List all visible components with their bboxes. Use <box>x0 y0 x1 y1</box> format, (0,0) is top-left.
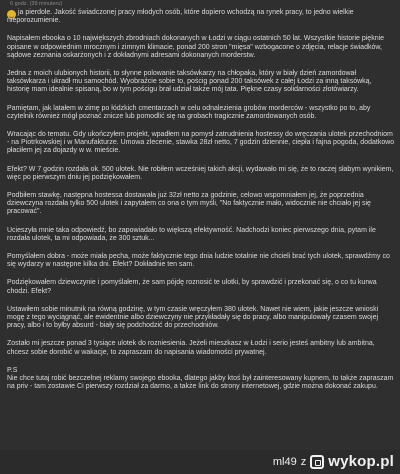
footer-bar <box>0 450 400 474</box>
paragraph-9: Pomyślałem dobra - może miała pecha, może faktycznie tego dnia ludzie totalnie nie chcieli brać tych ulotek, sprawdźmy co się wydarzy w następne kilka dni. Efekt? Dokładnie ten sam. <box>7 253 390 269</box>
paragraph-5: Wracając do tematu. Gdy ukończyłem projekt, wpadłem na pomysł zatrudnienia hostessy do wręczania ulotek przechodniom - na Piotrkowskiej i w Manufakturze. Umowa zlecenie, stawka 28zł netto, 7 godzin dziennie, ciepła i fajna pogoda, dodatkowo płaciłem jej za dojazdy w w. mieście. <box>7 131 395 155</box>
wykop-watermark <box>273 453 394 470</box>
paragraph-6: Efekt? W 7 godzin rozdała ok. 500 ulotek. Nie robiłem wcześniej takich akcji, wydawało mi się, że to raczej słabym wynikiem, więc po pierwszym dniu jej podziękowałem. <box>7 165 394 181</box>
watermark-separator: z <box>300 455 307 468</box>
paragraph-3: Jedna z moich ulubionych historii, to słynne polowanie taksówkarzy na chłopaka, który w biały dzień zamordował taksówkarza i ukradł mu samochód. Wyobraźcie sobie to, pościg ponad 200 taksówek z całej Łodzi za inną taksówką, historię mam idealnie spisaną, bo w tym pościgu brał udział także mój tata. Piękne czasy solidarności złotówiarzy. <box>7 70 372 94</box>
post-meta: 6 godz. (39 minuteru) <box>10 1 63 7</box>
post-body <box>7 9 395 402</box>
paragraph-7: Podbiłem stawkę, następna hostessa dostawała już 32zł netto za godzinie, celowo wspomniałem jej, że poprzednia dziewczyna rozdała tylko 500 ulotek i zapytałem co ona o tym myśli, "No faktycznie mało, widocznie nie chciało jej się pracować". <box>7 192 371 216</box>
paragraph-1: ja pierdole. Jakość świadczonej pracy młodych osób, które dopiero wchodzą na rynek pracy, to jedno wielkie nieporozumienie. <box>7 9 354 25</box>
wykop-logo-icon <box>310 455 324 469</box>
paragraph-12: Zostało mi jeszcze ponad 3 tysiące ulotek do rozniesienia. Jeżeli mieszkasz w Łodzi i serio jesteś ambitny lub ambitna, chcesz sobie dorobić w wakacje, to zapraszam do napisania wiadomości prywatnej. <box>7 340 375 356</box>
paragraph-10: Podziękowałem dziewczynie i pomyślałem, że sam pójdę roznosić te ulotki, by sprawdzić i przekonać się, o co tu kurwa chodzi. Efekt? <box>7 279 377 295</box>
paragraph-8: Ucieszyła mnie taka odpowiedź, bo zapowiadało to większą efektywność. Nadchodzi koniec pierwszego dnia, pytam ile rozdała ulotek, ta mi odpowiada, że 300 sztuk... <box>7 226 376 242</box>
paragraph-11: Ustawiłem sobie minutnik na równą godzinę, w tym czasie wręczyłem 380 ulotek. Nawet nie wiem, jakie jeszcze wnioski mogę z tego wyciągnąć, ale ewidentnie albo dziewczyny nie przykładały się do pracy, albo manipulowały czasem swojej pracy, albo i to byłby absurd - biały się podchodzić do przechodniów. <box>7 305 379 330</box>
watermark-username: ml49 <box>272 455 297 468</box>
paragraph-2: Napisałem ebooka o 10 największych zbrodniach dokonanych w Łodzi w ciągu ostatnich 50 lat. Wszystkie historie pięknie opisane w odpowiednim mrocznym i zimnym klimacie, ponad 200 stron "mięsa" wzbogacone o zdjęcia, relacje świadków, sądowe zeznania oskarżonych i z dokładnymi adresami dokonanych morderstw. <box>7 35 385 59</box>
paragraph-13: P.S Nie chce tutaj robić bezczelnej reklamy swojego ebooka, dlatego jakby ktoś był zainteresowany kupnem, to także zapraszam na priv - tam zostawie Ci pierwszy rozdział za darmo, a także link do strony internetowej, gdzie można dokonać zakupu. <box>7 366 394 391</box>
watermark-site: wykop.pl <box>328 453 394 470</box>
paragraph-4: Pamiętam, jak latałem w zimę po łódzkich cmentarzach w celu odnalezienia grobów morderców - wszystko po to, aby czytelnik również mógł poznać znicze lub pomodlić się na grobach tragicznie zamordowanych osób. <box>7 104 371 120</box>
